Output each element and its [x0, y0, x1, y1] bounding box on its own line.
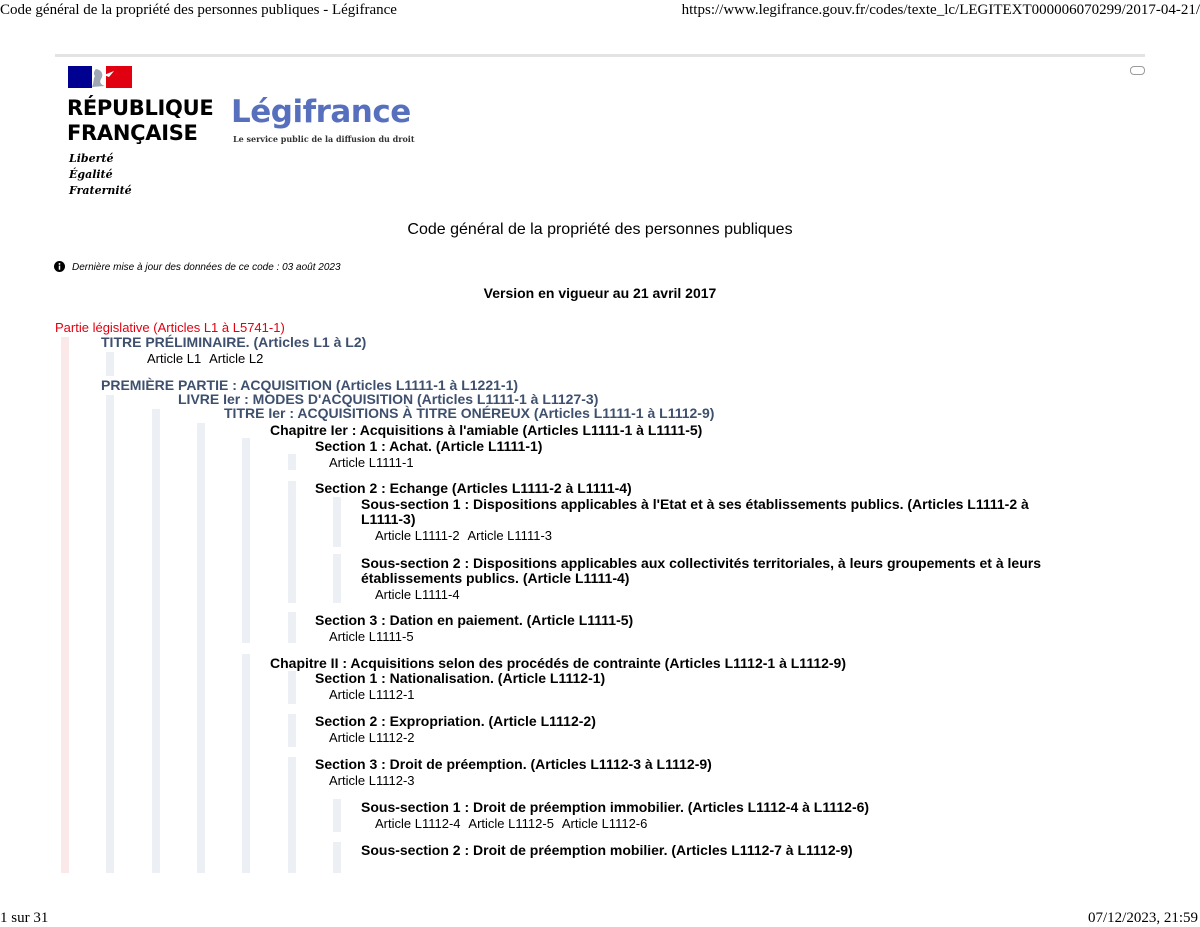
toc-article-list	[375, 816, 652, 831]
toc-article-list	[329, 455, 419, 470]
toc-ch2-section-2[interactable]: Section 2 : Expropriation. (Article L1112-2)	[315, 713, 596, 729]
indent-bar-ch1-s2-ss2	[333, 554, 341, 603]
toc-article-list	[329, 730, 420, 745]
toc-article-list	[329, 773, 420, 788]
toc-ch1-section-1[interactable]: Section 1 : Achat. (Article L1111-1)	[315, 438, 543, 454]
indent-bar-ch1-s2-ss1	[333, 497, 341, 547]
indent-bar-titre-preliminaire	[106, 352, 114, 376]
legifrance-tagline: Le service public de la diffusion du droit	[233, 134, 415, 144]
toc-ch1-s2-sous-section-1-line2[interactable]: L1111-3)	[361, 511, 416, 527]
indent-bar-ch2-section-1	[288, 671, 296, 704]
toc-article-list	[329, 687, 420, 702]
toc-ch1-s2-sous-section-2-line1[interactable]: Sous-section 2 : Dispositions applicables aux collectivités territoriales, à leurs groupements et à leurs	[361, 555, 1041, 571]
toc-chapitre-2[interactable]: Chapitre II : Acquisitions selon des procédés de contrainte (Articles L1112-1 à L1112-9)	[270, 655, 847, 671]
indent-bar-ch2-s3-ss2	[333, 842, 341, 873]
motto-liberte: Liberté	[69, 152, 114, 165]
scroll-indicator[interactable]	[1130, 66, 1145, 75]
indent-bar-livre	[152, 409, 160, 873]
header-separator	[55, 54, 1145, 57]
toc-ch2-section-1[interactable]: Section 1 : Nationalisation. (Article L1112-1)	[315, 670, 606, 686]
toc-article-list	[375, 587, 465, 602]
indent-bar-ch2-section-2	[288, 714, 296, 747]
document-title: Code général de la propriété des personnes publiques	[407, 221, 793, 238]
toc-article-link[interactable]: Article L1112-6	[561, 816, 648, 831]
indent-bar-premiere-partie	[106, 395, 114, 873]
toc-article-link[interactable]: Article L2	[209, 351, 264, 366]
toc-article-link[interactable]: Article L1111-1	[329, 455, 414, 470]
legifrance-logo-text: Légifrance	[231, 94, 411, 130]
motto-fraternite: Fraternité	[69, 184, 132, 197]
toc-article-link[interactable]: Article L1112-1	[329, 687, 415, 702]
toc-premiere-partie[interactable]: PREMIÈRE PARTIE : ACQUISITION (Articles L1111-1 à L1221-1)	[101, 377, 519, 393]
toc-titre-1[interactable]: TITRE Ier : ACQUISITIONS À TITRE ONÉREUX (Articles L1111-1 à L1112-9)	[224, 405, 715, 421]
toc-article-link[interactable]: Article L1111-4	[375, 587, 460, 602]
indent-bar-ch2-section-3	[288, 757, 296, 873]
toc-article-list	[147, 351, 268, 366]
toc-ch2-s3-sous-section-1[interactable]: Sous-section 1 : Droit de préemption immobilier. (Articles L1112-4 à L1112-6)	[361, 799, 870, 815]
indent-bar-partie	[61, 337, 69, 873]
indent-bar-ch1-section-2	[288, 481, 296, 603]
toc-ch2-section-3[interactable]: Section 3 : Droit de préemption. (Articles L1112-3 à L1112-9)	[315, 756, 712, 772]
toc-article-link[interactable]: Article L1112-4	[375, 816, 461, 831]
print-footer-datetime: 07/12/2023, 21:59	[1087, 910, 1198, 926]
republique-line-2: FRANÇAISE	[67, 121, 198, 145]
info-icon	[54, 261, 65, 272]
toc-article-list	[329, 629, 419, 644]
indent-bar-titre	[197, 423, 205, 873]
republique-line-1: RÉPUBLIQUE	[67, 96, 214, 120]
toc-ch1-section-3[interactable]: Section 3 : Dation en paiement. (Article L1111-5)	[315, 612, 634, 628]
toc-article-link[interactable]: Article L1	[147, 351, 202, 366]
toc-article-link[interactable]: Article L1112-2	[329, 730, 415, 745]
indent-bar-chapitre-2	[242, 654, 250, 873]
toc-article-link[interactable]: Article L1112-3	[329, 773, 415, 788]
toc-article-list	[375, 528, 557, 543]
toc-chapitre-1[interactable]: Chapitre Ier : Acquisitions à l'amiable (Articles L1111-1 à L1111-5)	[270, 422, 703, 438]
indent-bar-chapitre-1	[242, 438, 250, 643]
toc-partie-legislative[interactable]: Partie législative (Articles L1 à L5741-1)	[55, 320, 285, 335]
toc-titre-preliminaire[interactable]: TITRE PRÉLIMINAIRE. (Articles L1 à L2)	[101, 334, 367, 350]
marianne-flag-icon	[68, 66, 132, 88]
toc-livre-1[interactable]: LIVRE Ier : MODES D'ACQUISITION (Articles L1111-1 à L1127-3)	[178, 391, 599, 407]
indent-bar-ch2-s3-ss1	[333, 799, 341, 832]
toc-ch1-s2-sous-section-2-line2[interactable]: établissements publics. (Article L1111-4)	[361, 570, 630, 586]
toc-ch2-s3-sous-section-2[interactable]: Sous-section 2 : Droit de préemption mobilier. (Articles L1112-7 à L1112-9)	[361, 842, 853, 858]
indent-bar-ch1-section-3	[288, 612, 296, 643]
toc-ch1-section-2[interactable]: Section 2 : Echange (Articles L1111-2 à L1111-4)	[315, 480, 632, 496]
update-notice: Dernière mise à jour des données de ce code : 03 août 2023	[72, 262, 341, 273]
version-heading: Version en vigueur au 21 avril 2017	[483, 285, 717, 301]
motto-egalite: Égalité	[69, 168, 113, 181]
print-header-url: https://www.legifrance.gouv.fr/codes/texte_lc/LEGITEXT000006070299/2017-04-21/	[681, 2, 1200, 18]
toc-article-link[interactable]: Article L1112-5	[468, 816, 554, 831]
toc-ch1-s2-sous-section-1-line1[interactable]: Sous-section 1 : Dispositions applicables à l'Etat et à ses établissements publics. (Articles L1111-2 à	[361, 496, 1029, 512]
print-footer-page: 1 sur 31	[0, 910, 49, 926]
toc-article-link[interactable]: Article L1111-2	[375, 528, 460, 543]
toc-article-link[interactable]: Article L1111-5	[329, 629, 414, 644]
indent-bar-ch1-section-1	[288, 454, 296, 470]
toc-article-link[interactable]: Article L1111-3	[467, 528, 552, 543]
print-header-title: Code général de la propriété des personnes publiques - Légifrance	[0, 2, 397, 18]
